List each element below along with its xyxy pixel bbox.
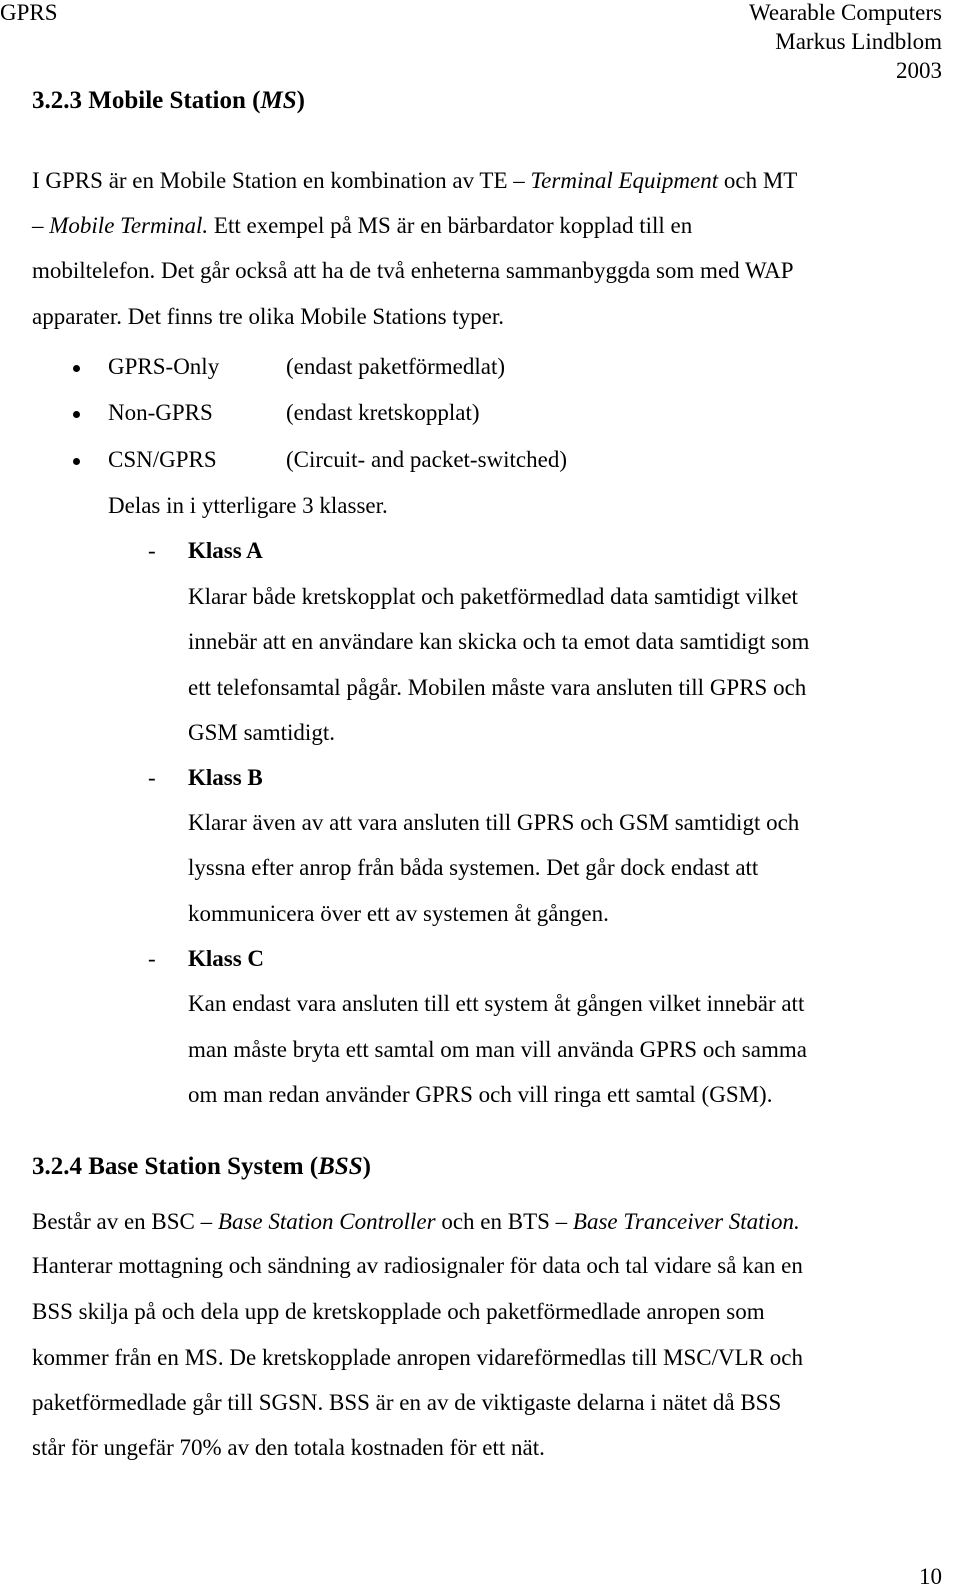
class-b-line: Klarar även av att vara ansluten till GPRS och GSM samtidigt och — [188, 810, 800, 835]
bss-line: paketförmedlade går till SGSN. BSS är en av de viktigaste delarna i nätet då BSS — [32, 1390, 782, 1415]
header-right-title: Wearable Computers — [749, 0, 942, 25]
class-c-line: man måste bryta ett samtal om man vill använda GPRS och samma — [188, 1037, 807, 1062]
bss-line: BSS skilja på och dela upp de kretskopplade och paketförmedlade anropen som — [32, 1299, 765, 1324]
page-number: 10 — [919, 1564, 942, 1589]
class-b-line: lyssna efter anrop från båda systemen. Det går dock endast att — [188, 855, 759, 880]
class-c-title: Klass C — [188, 946, 265, 971]
bullet-icon — [73, 411, 80, 418]
class-a-title: Klass A — [188, 538, 263, 563]
type-desc-csn-gprs: (Circuit- and packet-switched) — [286, 447, 567, 472]
bss-line: står för ungefär 70% av den totala kostnaden för ett nät. — [32, 1435, 545, 1460]
para-line-2: – Mobile Terminal. Ett exempel på MS är en bärbardator kopplad till en — [32, 213, 693, 238]
class-c-line: Kan endast vara ansluten till ett system åt gången vilket innebär att — [188, 991, 805, 1016]
type-name-csn-gprs: CSN/GPRS — [108, 447, 217, 472]
para-line-1: I GPRS är en Mobile Station en kombination av TE – Terminal Equipment och MT — [32, 168, 798, 193]
bss-line: Hanterar mottagning och sändning av radiosignaler för data och tal vidare så kan en — [32, 1253, 803, 1278]
bullet-icon — [73, 365, 80, 372]
section-heading-mobile-station: 3.2.3 Mobile Station (MS) — [32, 87, 305, 114]
class-a-line: Klarar både kretskopplat och paketförmedlad data samtidigt vilket — [188, 584, 798, 609]
type-desc-gprs-only: (endast paketförmedlat) — [286, 354, 506, 379]
para-line-4: apparater. Det finns tre olika Mobile Stations typer. — [32, 304, 505, 329]
dash-marker: - — [148, 765, 156, 790]
bss-line: Består av en BSC – Base Station Controller och en BTS – Base Tranceiver Station. — [32, 1209, 800, 1234]
class-c-line: om man redan använder GPRS och vill ringa ett samtal (GSM). — [188, 1082, 773, 1107]
header-left: GPRS — [0, 0, 58, 25]
class-b-line: kommunicera över ett av systemen åt gången. — [188, 901, 609, 926]
type-desc-non-gprs: (endast kretskopplat) — [286, 400, 480, 425]
classes-intro: Delas in i ytterligare 3 klasser. — [108, 493, 388, 518]
section-heading-base-station-system: 3.2.4 Base Station System (BSS) — [32, 1153, 371, 1180]
dash-marker: - — [148, 538, 156, 563]
class-a-line: ett telefonsamtal pågår. Mobilen måste vara ansluten till GPRS och — [188, 675, 807, 700]
class-a-line: innebär att en användare kan skicka och ta emot data samtidigt som — [188, 629, 810, 654]
type-name-gprs-only: GPRS-Only — [108, 354, 220, 379]
dash-marker: - — [148, 946, 156, 971]
type-name-non-gprs: Non-GPRS — [108, 400, 213, 425]
bullet-icon — [73, 458, 80, 465]
para-line-3: mobiltelefon. Det går också att ha de två enheterna sammanbyggda som med WAP — [32, 258, 794, 283]
header-right-author: Markus Lindblom — [775, 29, 942, 54]
class-b-title: Klass B — [188, 765, 263, 790]
header-right-year: 2003 — [896, 58, 942, 83]
bss-line: kommer från en MS. De kretskopplade anropen vidareförmedlas till MSC/VLR och — [32, 1345, 803, 1370]
class-a-line: GSM samtidigt. — [188, 720, 335, 745]
